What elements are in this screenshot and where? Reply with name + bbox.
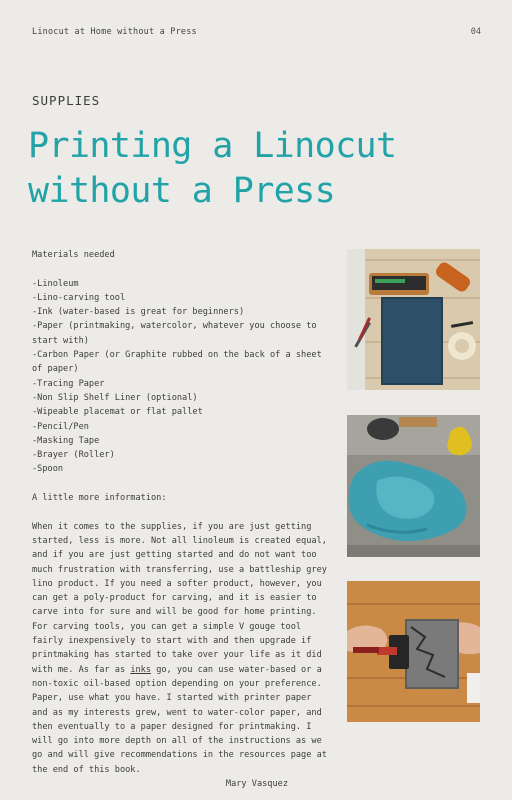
page-title — [28, 124, 468, 214]
list-item: -Spoon — [32, 464, 64, 475]
list-item: -Non Slip Shelf Liner (optional) — [32, 392, 198, 403]
list-item: -Pencil/Pen — [32, 421, 89, 432]
info-text-after-link: go, you can use water-based or a non-toxic oil-based option depending on your preference. Paper, use what you have. I started with printer paper and as my interests grew, went to water-color paper, and then eventually to a paper designed for printmaking. I will go into more depth on all of the instructions as we go and will give recommendations in the resources page at the end of this book. — [32, 664, 327, 775]
info-text-before-link: When it comes to the supplies, if you are just getting started, less is more. Not all linoleum is created equal, and if you are just getting started and do not want too much frustration with transferring, use a battleship grey lino product. If you need a softer product, however, you can get a poly-product for carving, and it is easier to carve into for sure and will be good for home printing. For carving tools, you can get a simple V gouge tool fairly inexpensively to start with and then upgrade if printmaking has started to take over your life as it did with me. As far as — [32, 521, 327, 675]
supplies-photo — [347, 249, 480, 390]
materials-heading: Materials needed — [32, 250, 115, 260]
list-item: -Linoleum — [32, 278, 79, 289]
materials-list — [32, 277, 332, 477]
list-item: -Ink (water-based is great for beginners) — [32, 307, 245, 318]
body-column — [32, 248, 332, 791]
list-item: -Brayer (Roller) — [32, 450, 115, 461]
author-name: Mary Vasquez — [225, 778, 288, 789]
brayer-photo — [347, 581, 480, 722]
info-heading: A little more information: — [32, 493, 167, 504]
inks-link[interactable]: inks — [130, 664, 152, 675]
list-item: -Wipeable placemat or flat pallet — [32, 407, 203, 418]
page-title-line-1: Printing a Linocut — [28, 126, 397, 166]
list-item: -Carbon Paper (or Graphite rubbed on the back of a sheet of paper) — [32, 350, 322, 375]
section-label: SUPPLIES — [32, 93, 101, 108]
header-title: Linocut at Home without a Press — [32, 27, 197, 37]
page-title-line-2: without a Press — [28, 171, 336, 211]
list-item: -Lino-carving tool — [32, 292, 126, 303]
info-paragraph — [32, 520, 332, 777]
list-item: -Tracing Paper — [32, 378, 105, 389]
page-number: 04 — [470, 27, 481, 37]
list-item: -Paper (printmaking, watercolor, whatever you choose to start with) — [32, 321, 317, 346]
ink-photo — [347, 415, 480, 557]
list-item: -Masking Tape — [32, 435, 100, 446]
